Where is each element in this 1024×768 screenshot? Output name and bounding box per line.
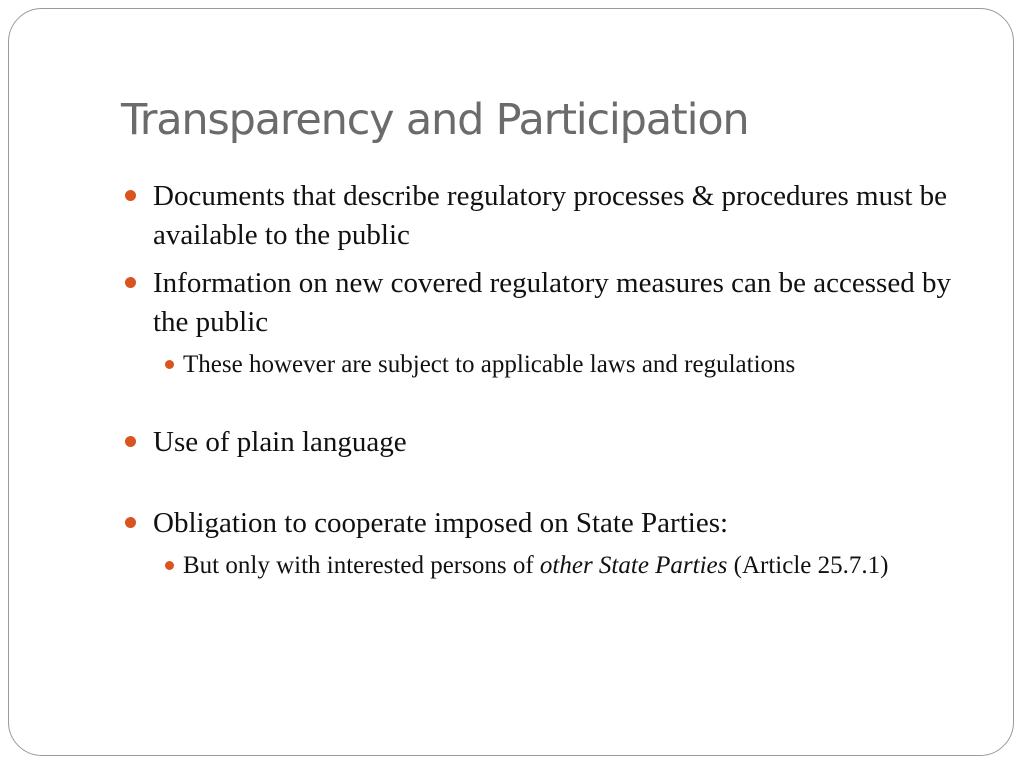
bullet-list bbox=[121, 177, 981, 582]
sub-bullet-text-after: (Article 25.7.1) bbox=[727, 552, 889, 579]
bullet-item bbox=[121, 264, 981, 381]
sub-bullet-dot-icon bbox=[165, 561, 174, 570]
bullet-dot-icon bbox=[125, 277, 136, 288]
sub-bullet-list bbox=[153, 549, 981, 582]
bullet-text: Documents that describe regulatory processes & procedures must be available to the public bbox=[153, 180, 948, 251]
bullet-dot-icon bbox=[125, 436, 136, 447]
sub-bullet-dot-icon bbox=[165, 360, 174, 369]
bullet-item bbox=[121, 423, 981, 462]
slide-title: Transparency and Participation bbox=[121, 95, 749, 145]
bullet-item bbox=[121, 504, 981, 582]
bullet-text: Information on new covered regulatory measures can be accessed by the public bbox=[153, 267, 951, 338]
bullet-text: Use of plain language bbox=[153, 426, 407, 458]
bullet-dot-icon bbox=[125, 517, 136, 528]
sub-bullet-text-italic: other State Parties bbox=[539, 552, 728, 579]
bullet-dot-icon bbox=[125, 190, 136, 201]
slide bbox=[8, 8, 1014, 756]
sub-bullet-text: These however are subject to applicable laws and regulations bbox=[183, 351, 796, 378]
sub-bullet-text-before: But only with interested persons of bbox=[183, 552, 540, 579]
sub-bullet-item bbox=[153, 549, 981, 582]
bullet-item bbox=[121, 177, 981, 255]
bullet-text: Obligation to cooperate imposed on State Parties: bbox=[153, 507, 729, 539]
sub-bullet-list bbox=[153, 348, 981, 381]
sub-bullet-item bbox=[153, 348, 981, 381]
